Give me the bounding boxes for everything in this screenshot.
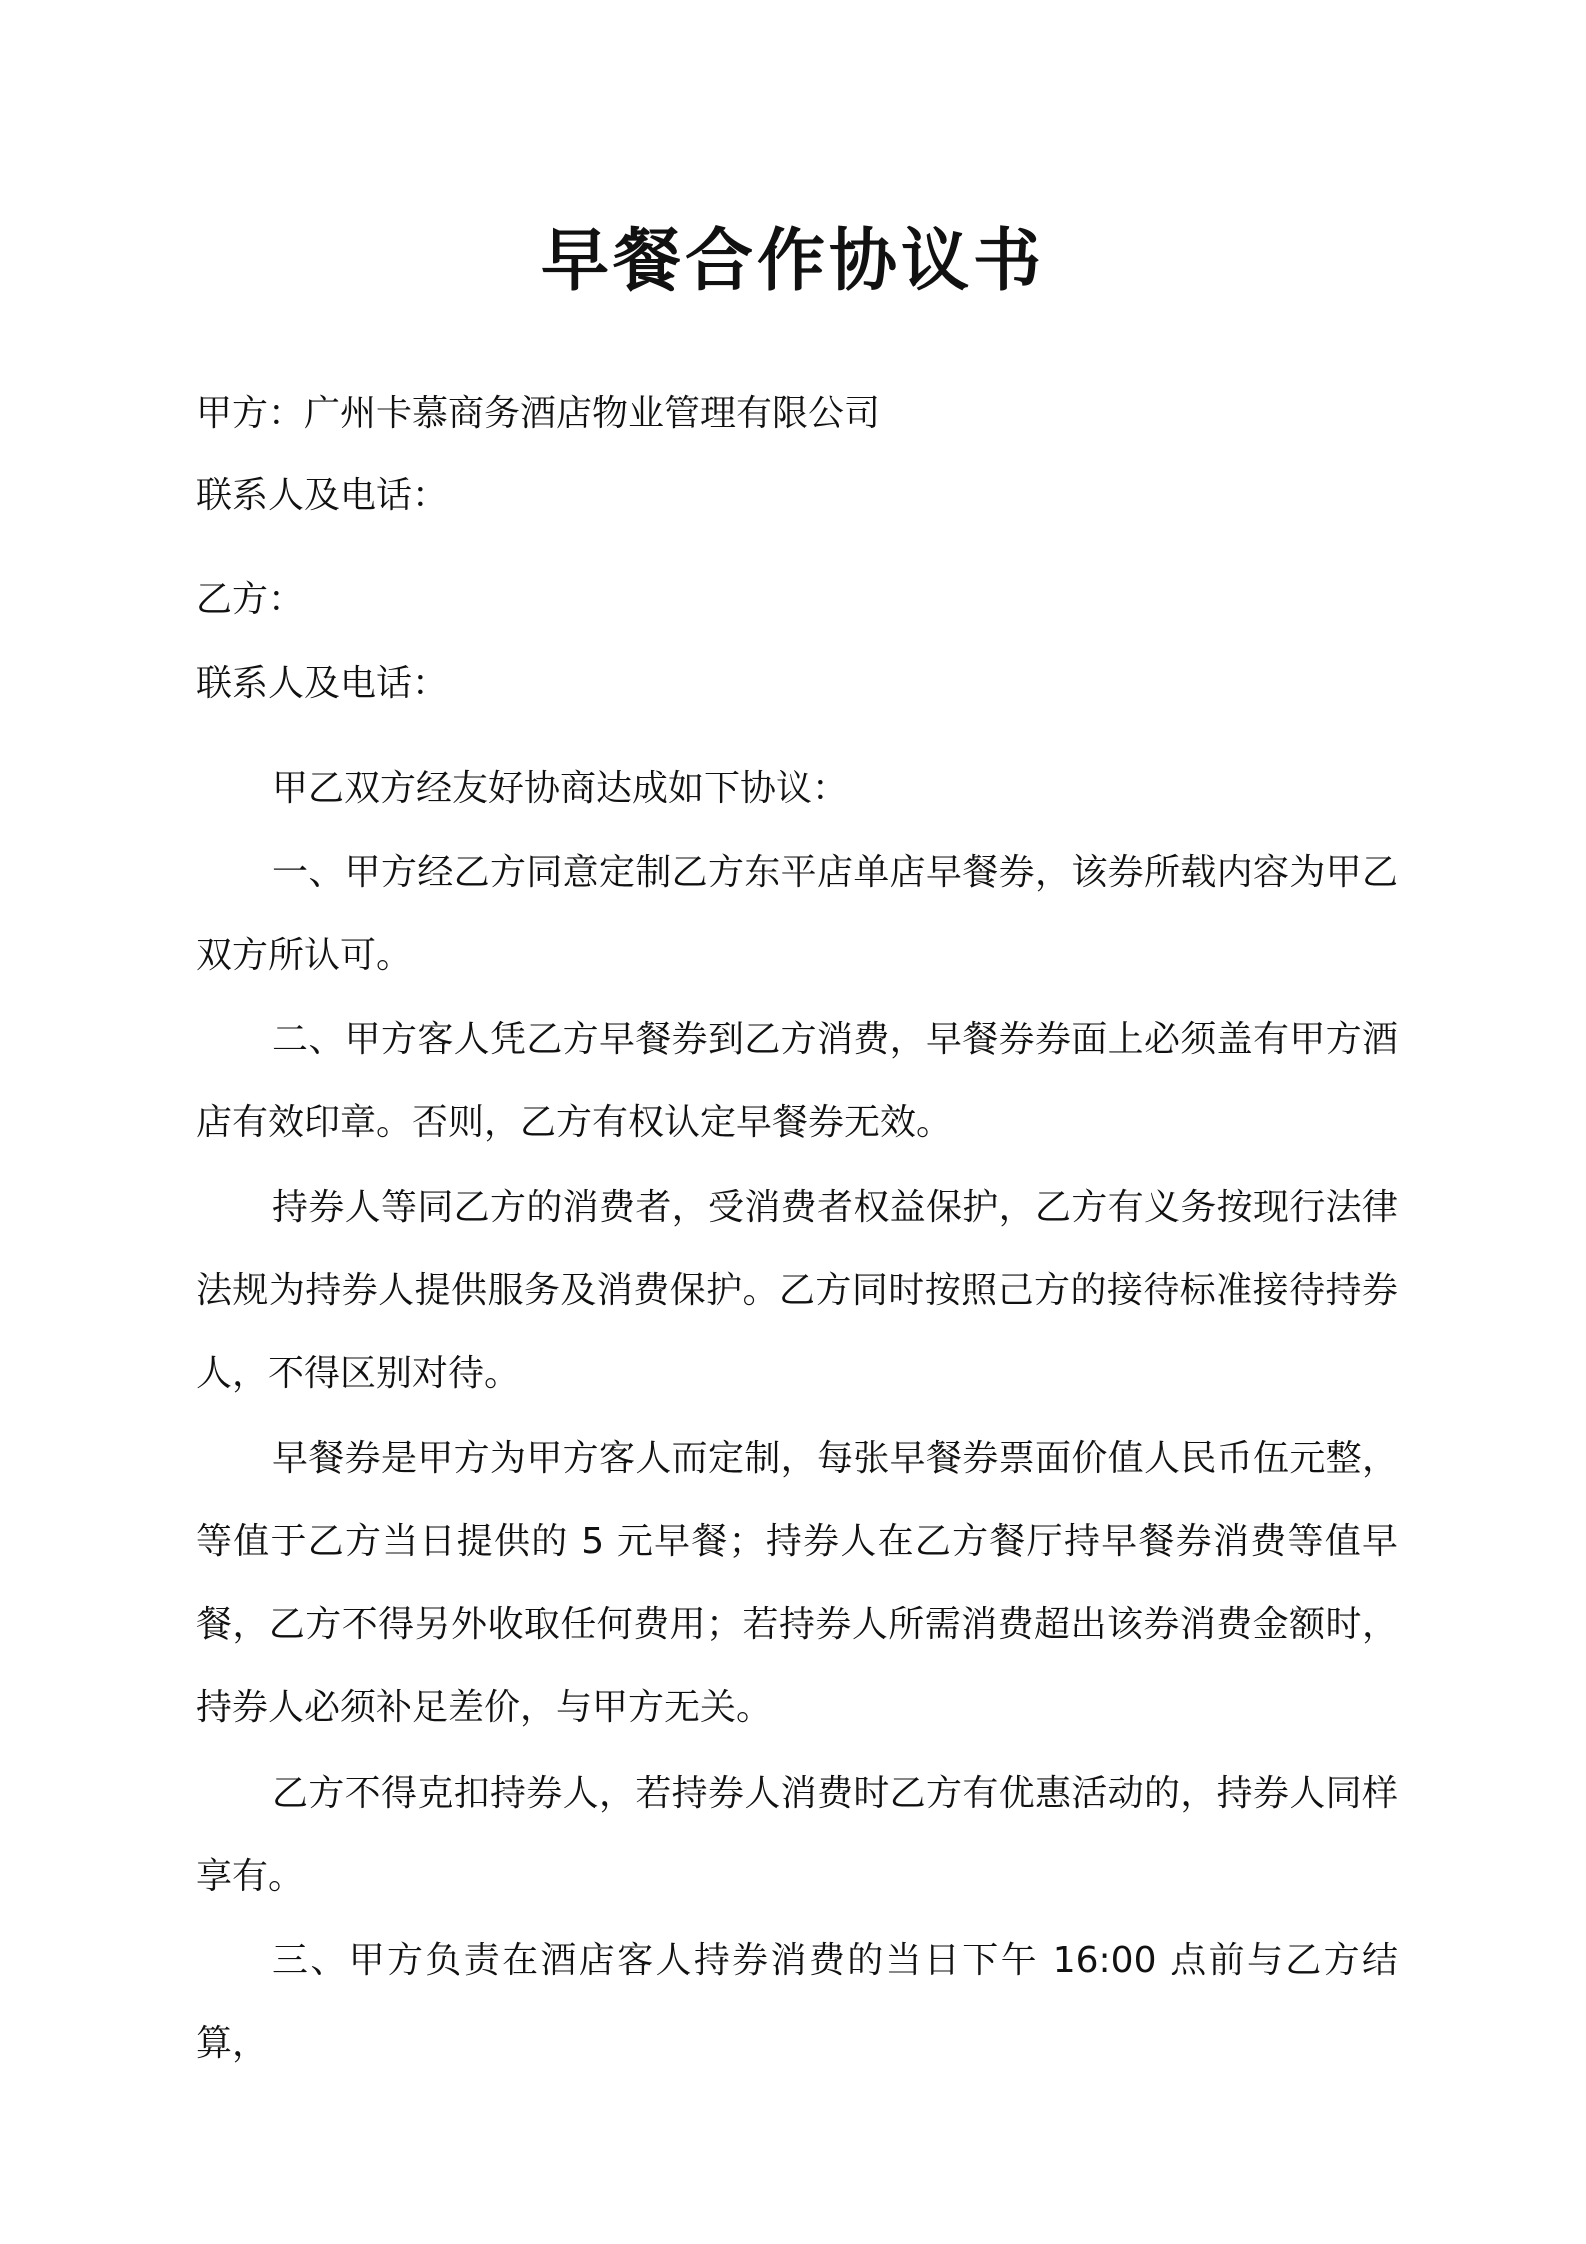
paragraph-clause-3: 三、甲方负责在酒店客人持券消费的当日下午 16:00 点前与乙方结算， [196,1940,1398,2064]
paragraph-clause-2: 二、甲方客人凭乙方早餐券到乙方消费，早餐券券面上必须盖有甲方酒店有效印章。否则，乙方有权认定早餐券无效。 [196,1019,1398,1143]
paragraph-discount: 乙方不得克扣持券人，若持券人消费时乙方有优惠活动的，持券人同样享有。 [196,1773,1398,1897]
party-b-contact-line: 联系人及电话： [196,663,449,704]
paragraph-holder-rights: 持券人等同乙方的消费者，受消费者权益保护，乙方有义务按现行法律法规为持券人提供服务及消费保护。乙方同时按照己方的接待标准接待持券人，不得区别对待。 [196,1187,1398,1394]
paragraph-clause-1: 一、甲方经乙方同意定制乙方东平店单店早餐券，该券所载内容为甲乙双方所认可。 [196,852,1398,976]
paragraph-voucher-value: 早餐券是甲方为甲方客人而定制，每张早餐券票面价值人民币伍元整，等值于乙方当日提供的 5 元早餐；持券人在乙方餐厅持早餐券消费等值早餐，乙方不得另外收取任何费用；若持券人所需消费超出该券消费金额时，持券人必须补足差价，与甲方无关。 [196,1438,1398,1728]
party-a-contact-line: 联系人及电话： [196,475,449,516]
party-a-line: 甲方：广州卡慕商务酒店物业管理有限公司 [196,393,881,434]
paragraph-intro: 甲乙双方经友好协商达成如下协议： [272,768,849,809]
document-title: 早餐合作协议书 [540,222,1045,301]
party-b-line: 乙方： [196,579,305,620]
